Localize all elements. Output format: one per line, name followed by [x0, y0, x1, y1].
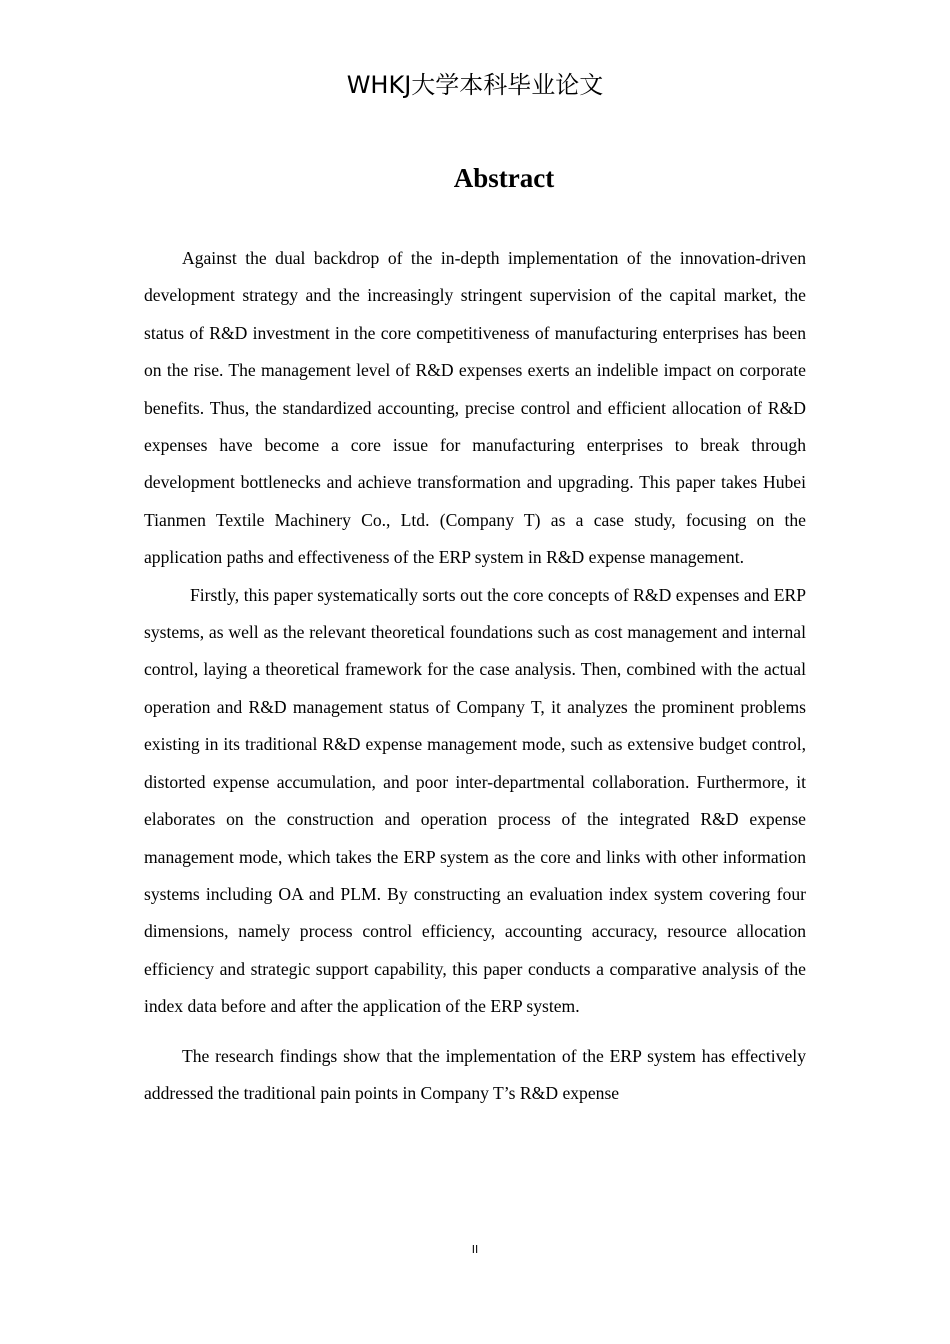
running-header: WHKJ大学本科毕业论文: [346, 71, 604, 99]
abstract-body: [144, 240, 806, 1112]
abstract-paragraph-3: The research findings show that the implementation of the ERP system has effectively addressed the traditional pain points in Company T’s R&D expense: [144, 1045, 806, 1103]
page-number: II: [471, 1243, 479, 1256]
abstract-paragraph-1: Against the dual backdrop of the in-depth implementation of the innovation-driven development strategy and the increasingly stringent supervision of the capital market, the status of R&D investment in the core competitiveness of manufacturing enterprises has been on the rise. The management level of R&D expenses exerts an indelible impact on corporate benefits. Thus, the standardized accounting, precise control and efficient allocation of R&D expenses have become a core issue for manufacturing enterprises to break through development bottlenecks and achieve transformation and upgrading. This paper takes Hubei Tianmen Textile Machinery Co., Ltd. (Company T) as a case study, focusing on the application paths and effectiveness of the ERP system in R&D expense management.: [144, 248, 806, 568]
abstract-paragraph-2: Firstly, this paper systematically sorts out the core concepts of R&D expenses and ERP systems, as well as the relevant theoretical foundations such as cost management and internal control, laying a theoretical framework for the case analysis. Then, combined with the actual operation and R&D management status of Company T, it analyzes the prominent problems existing in its traditional R&D expense management mode, such as extensive budget control, distorted expense accumulation, and poor inter-departmental collaboration. Furthermore, it elaborates on the construction and operation process of the integrated R&D expense management mode, which takes the ERP system as the core and links with other information systems including OA and PLM. By constructing an evaluation index system covering four dimensions, namely process control efficiency, accounting accuracy, resource allocation efficiency and strategic support capability, this paper conducts a comparative analysis of the index data before and after the application of the ERP system.: [144, 584, 806, 1017]
abstract-title: Abstract: [453, 163, 555, 193]
